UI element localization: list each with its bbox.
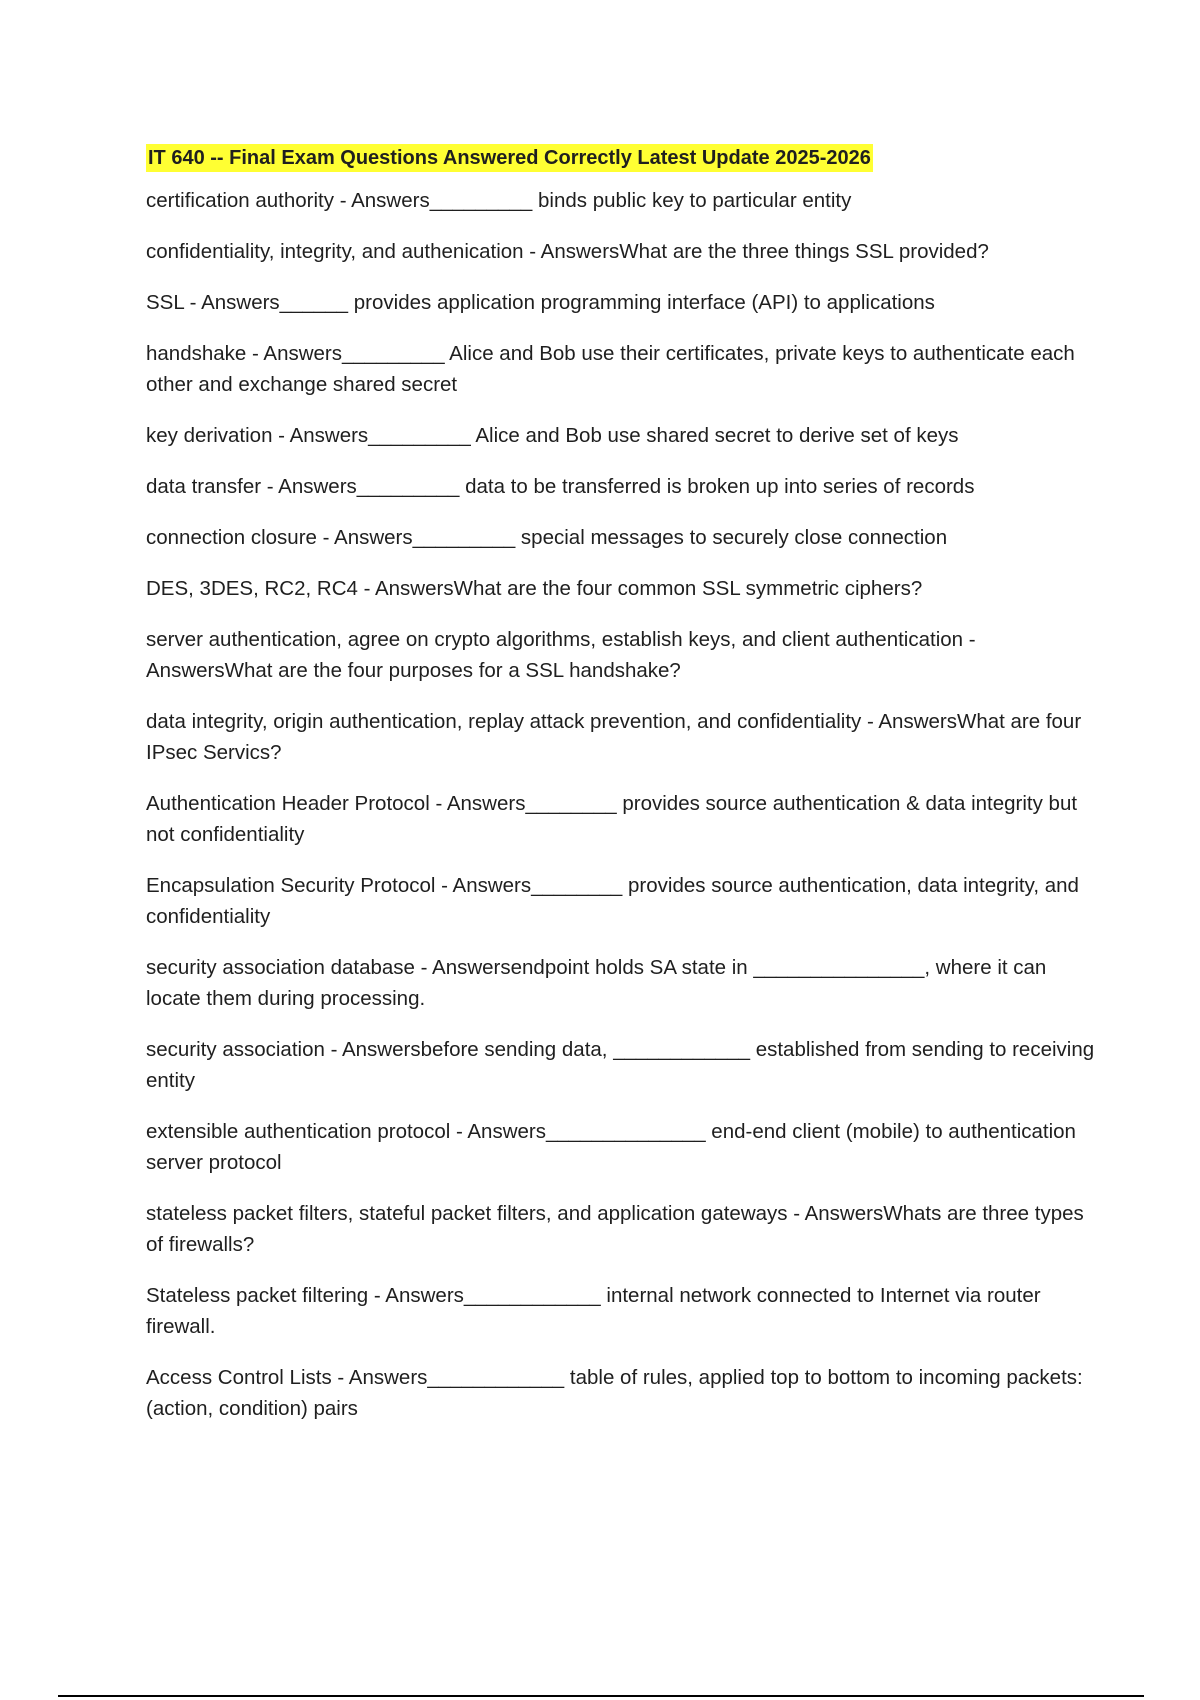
footer-divider: [58, 1695, 1144, 1697]
qa-item: Access Control Lists - Answers____________ table of rules, applied top to bottom to incoming packets: (action, condition) pairs: [146, 1366, 1083, 1420]
qa-item: confidentiality, integrity, and authenication - AnswersWhat are the three things SSL provided?: [146, 240, 989, 263]
qa-item: connection closure - Answers_________ special messages to securely close connection: [146, 526, 948, 549]
qa-item: stateless packet filters, stateful packet filters, and application gateways - AnswersWhats are three types of firewalls?: [146, 1202, 1084, 1256]
qa-item: security association - Answersbefore sending data, ____________ established from sending to receiving entity: [146, 1038, 1095, 1092]
qa-item: Authentication Header Protocol - Answers________ provides source authentication & data integrity but not confidentiality: [146, 792, 1078, 846]
qa-item: key derivation - Answers_________ Alice and Bob use shared secret to derive set of keys: [146, 424, 959, 447]
qa-item: extensible authentication protocol - Answers______________ end-end client (mobile) to authentication server protocol: [146, 1120, 1076, 1174]
document-page: [146, 144, 1096, 1444]
qa-item: Encapsulation Security Protocol - Answers________ provides source authentication, data integrity, and confidentiality: [146, 874, 1079, 928]
qa-item: data transfer - Answers_________ data to be transferred is broken up into series of records: [146, 475, 975, 498]
qa-item: certification authority - Answers_________ binds public key to particular entity: [146, 189, 852, 212]
qa-item: data integrity, origin authentication, replay attack prevention, and confidentiality - AnswersWhat are four IPsec Servics?: [146, 710, 1082, 764]
qa-item: security association database - Answersendpoint holds SA state in _______________, where it can locate them during processing.: [146, 956, 1047, 1010]
qa-item: server authentication, agree on crypto algorithms, establish keys, and client authentication - AnswersWhat are the four purposes for a SSL handshake?: [146, 628, 976, 682]
qa-item: handshake - Answers_________ Alice and Bob use their certificates, private keys to authenticate each other and exchange shared secret: [146, 342, 1075, 396]
qa-item: SSL - Answers______ provides application programming interface (API) to applications: [146, 291, 935, 314]
qa-list: [146, 185, 1096, 1424]
qa-item: DES, 3DES, RC2, RC4 - AnswersWhat are the four common SSL symmetric ciphers?: [146, 577, 923, 600]
qa-item: Stateless packet filtering - Answers____________ internal network connected to Internet via router firewall.: [146, 1284, 1041, 1338]
document-title: IT 640 -- Final Exam Questions Answered Correctly Latest Update 2025-2026: [146, 144, 873, 172]
